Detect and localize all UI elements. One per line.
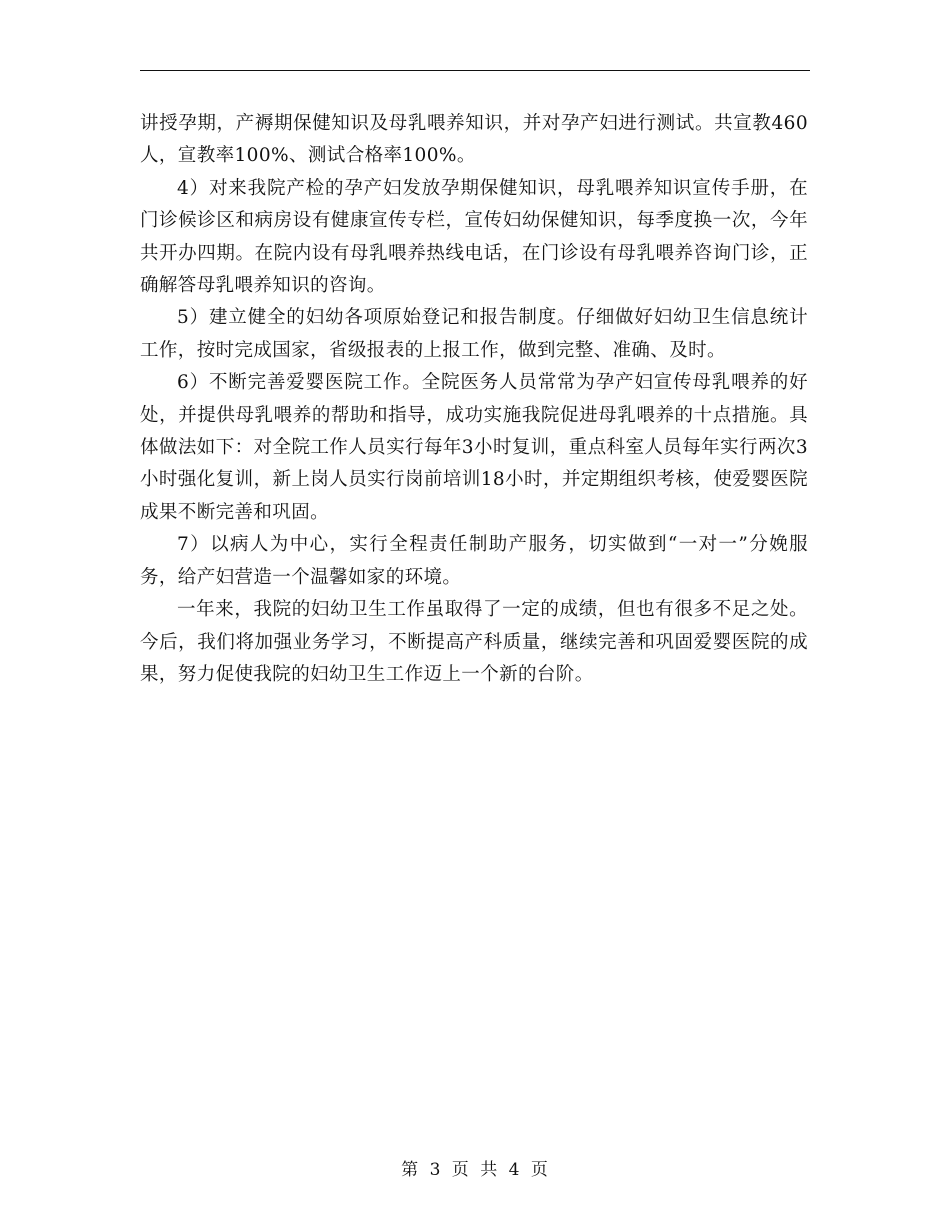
paragraph-item-6: 6）不断完善爱婴医院工作。全院医务人员常常为孕产妇宣传母乳喂养的好处，并提供母乳喂养的帮助和指导，成功实施我院促进母乳喂养的十点措施。具体做法如下：对全院工作人员实行每年3小时复训，重点科室人员每年实行两次3小时强化复训，新上岗人员实行岗前培训18小时，并定期组织考核，使爱婴医院成果不断完善和巩固。	[140, 372, 808, 523]
document-body	[140, 108, 808, 691]
paragraph-item-4: 4）对来我院产检的孕产妇发放孕期保健知识，母乳喂养知识宣传手册，在门诊候诊区和病房设有健康宣传专栏，宣传妇幼保健知识，每季度换一次，今年共开办四期。在院内设有母乳喂养热线电话，在门诊设有母乳喂养咨询门诊，正确解答母乳喂养知识的咨询。	[140, 177, 808, 297]
header-rule	[140, 70, 810, 71]
paragraph-item-5: 5）建立健全的妇幼各项原始登记和报告制度。仔细做好妇幼卫生信息统计工作，按时完成国家，省级报表的上报工作，做到完整、准确、及时。	[140, 307, 808, 361]
paragraph-conclusion: 一年来，我院的妇幼卫生工作虽取得了一定的成绩，但也有很多不足之处。今后，我们将加强业务学习，不断提高产科质量，继续完善和巩固爱婴医院的成果，努力促使我院的妇幼卫生工作迈上一个新的台阶。	[140, 599, 808, 685]
page-number-footer: 第 3 页 共 4 页	[401, 1160, 549, 1180]
paragraph-continuation: 讲授孕期，产褥期保健知识及母乳喂养知识，并对孕产妇进行测试。共宣教460人，宣教率100%、测试合格率100%。	[140, 113, 808, 167]
paragraph-item-7: 7）以病人为中心，实行全程责任制助产服务，切实做到“一对一”分娩服务，给产妇营造一个温馨如家的环境。	[140, 534, 808, 588]
